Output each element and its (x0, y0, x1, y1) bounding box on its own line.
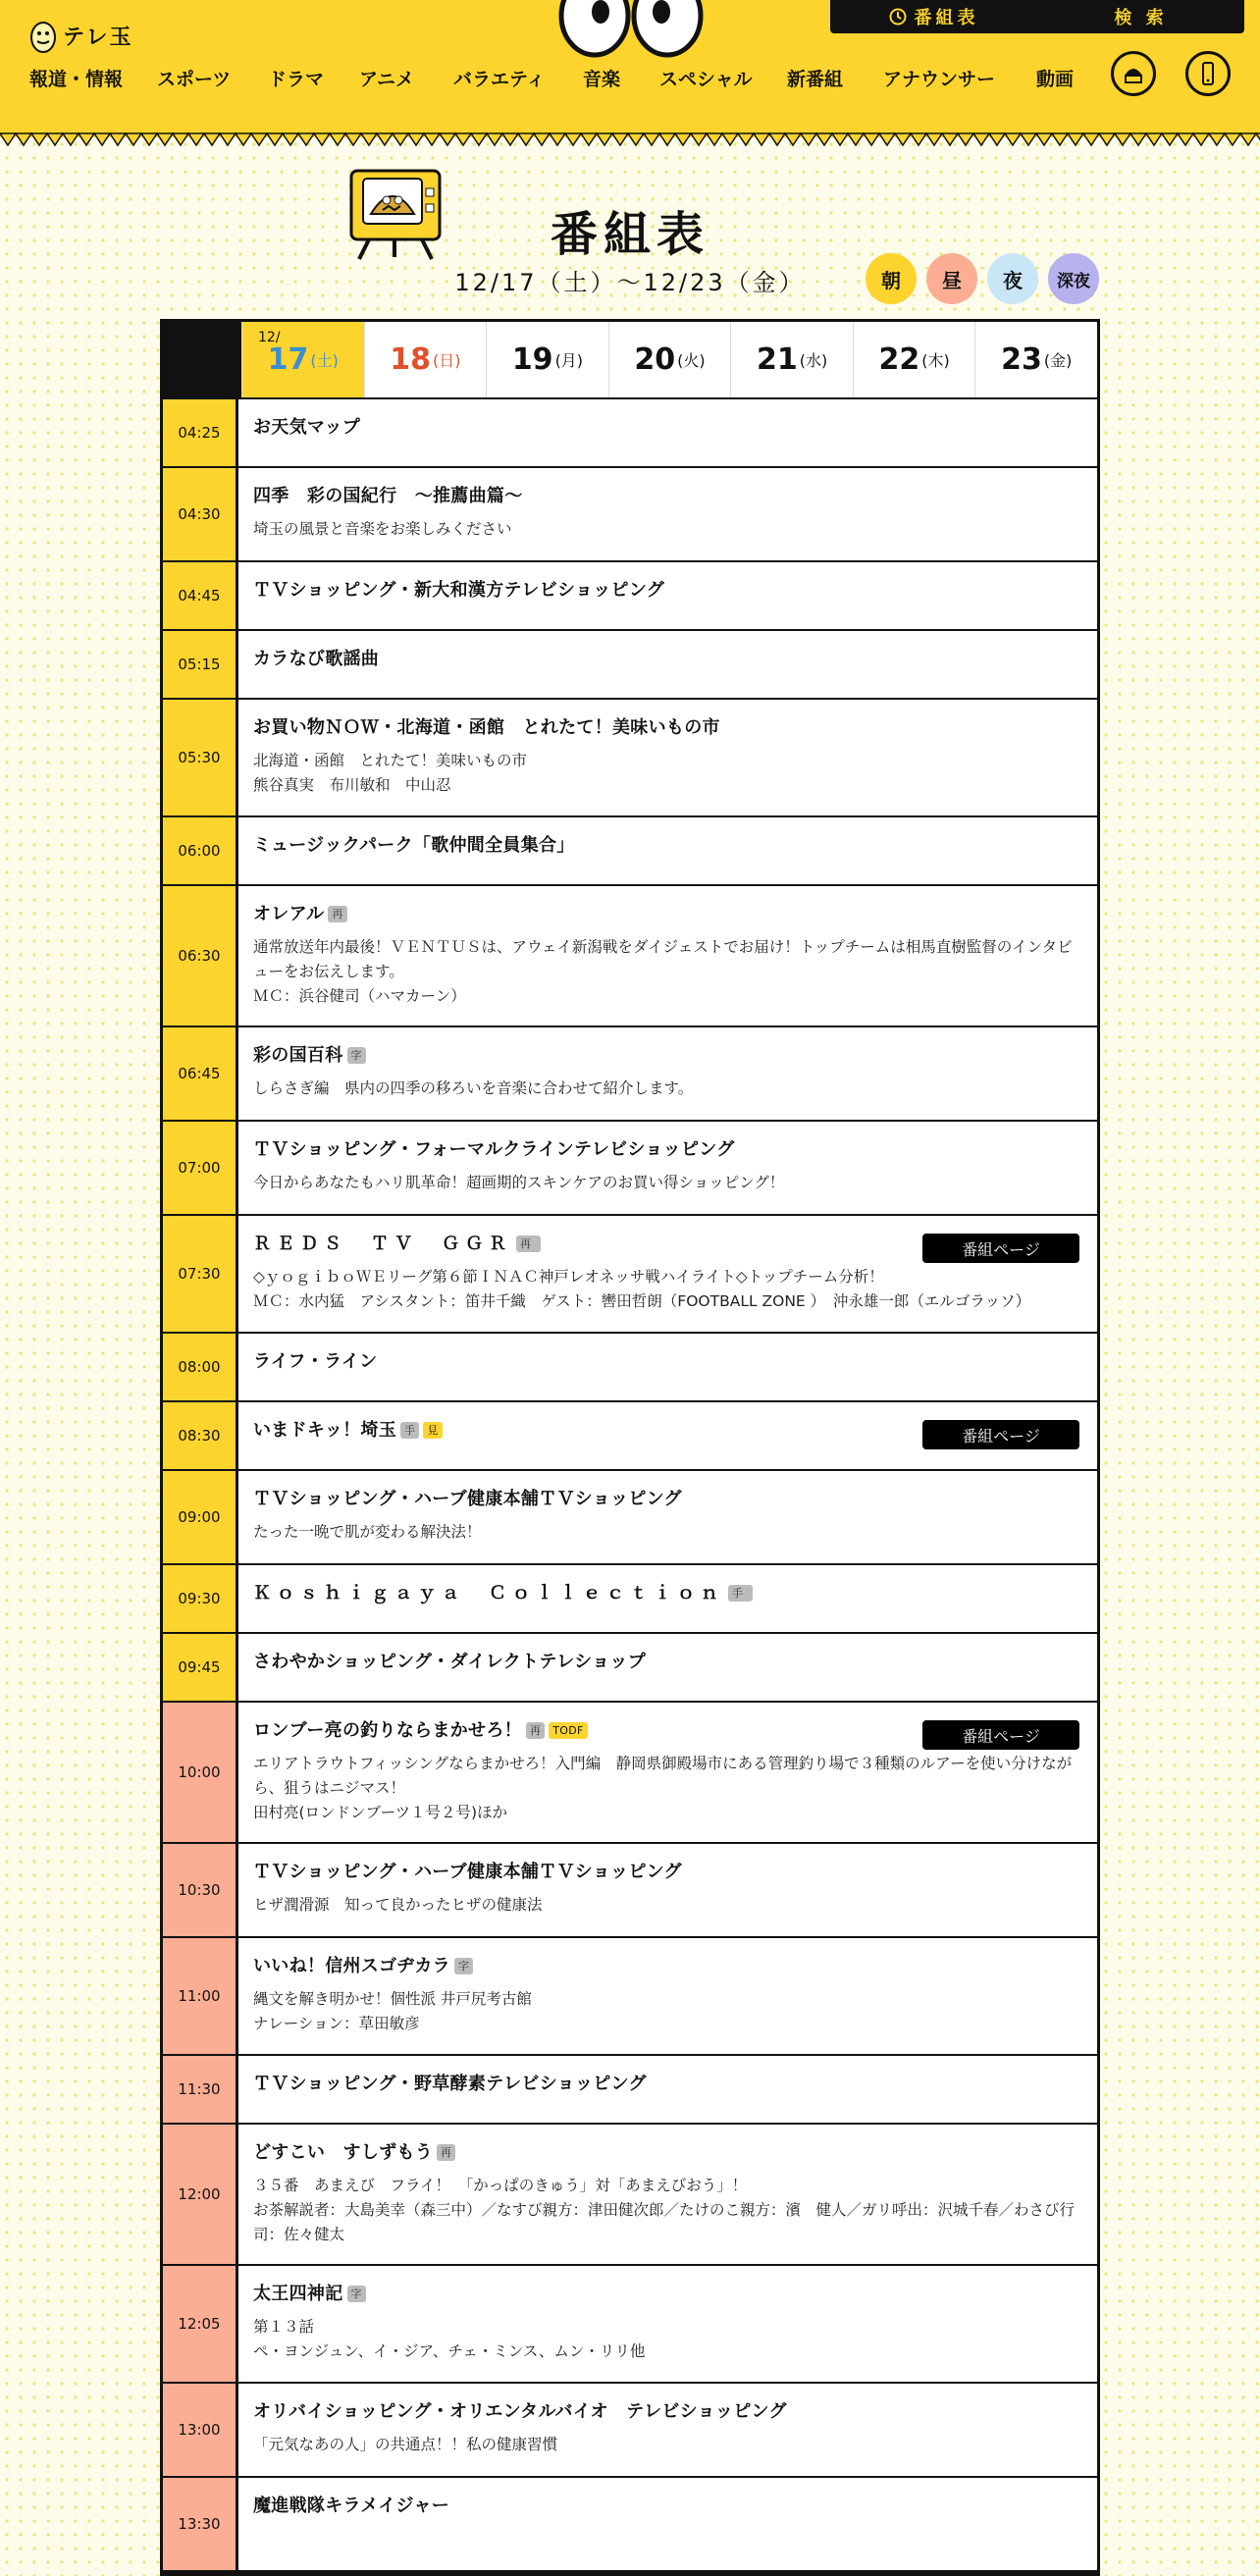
program-row[interactable] (163, 1120, 1097, 1214)
program-description-line: ３５番 あまえび フライ！ 「かっぱのきゅう」対「あまえびおう」！ (253, 2177, 748, 2194)
program-time: 06:00 (163, 817, 238, 884)
program-info (238, 886, 1097, 1025)
program-row[interactable] (163, 2382, 1097, 2476)
program-description-line: 今日からあなたもハリ肌革命！超画期的スキンケアのお買い得ショッピング！ (253, 1174, 785, 1191)
program-description (253, 935, 1079, 1009)
schedule-link[interactable] (830, 4, 1037, 29)
program-time: 09:00 (163, 1471, 238, 1563)
program-badge: 再 (437, 2144, 455, 2161)
program-description (253, 1077, 1079, 1101)
program-info (238, 468, 1097, 560)
program-time: 06:45 (163, 1027, 238, 1120)
program-title[interactable]: さわやかショッピング・ダイレクトテレショップ (253, 1652, 646, 1672)
program-row[interactable] (163, 1214, 1097, 1332)
program-title-line (253, 415, 1079, 441)
program-row[interactable] (163, 1936, 1097, 2054)
nav-item[interactable]: 音楽 (583, 69, 621, 90)
program-time: 07:30 (163, 1216, 238, 1332)
program-title[interactable]: どすこい すしずもう (253, 2142, 433, 2163)
program-title-line (253, 1487, 1079, 1512)
program-row[interactable] (163, 1469, 1097, 1563)
program-title-line (253, 647, 1079, 672)
program-time: 13:00 (163, 2384, 238, 2476)
tamatama-icon-button[interactable] (1111, 51, 1156, 96)
program-title[interactable]: ＴＶショッピング・新大和漢方テレビショッピング (253, 580, 665, 601)
nav-item[interactable]: アニメ (359, 69, 415, 90)
program-title[interactable]: ＴＶショッピング・野草酵素テレビショッピング (253, 2074, 647, 2094)
program-info (238, 1844, 1097, 1936)
nav-item[interactable]: 動画 (1036, 69, 1075, 90)
program-info (238, 631, 1097, 698)
day-tab[interactable] (486, 322, 608, 397)
nav-item[interactable]: 新番組 (787, 69, 844, 90)
program-description-line: ナレーション：草田敏彦 (253, 2015, 420, 2032)
program-title[interactable]: Ｋｏｓｈｉｇａｙａ Ｃｏｌｌｅｃｔｉｏｎ (253, 1583, 724, 1603)
program-title[interactable]: ＴＶショッピング・ハーブ健康本舗ＴＶショッピング (253, 1862, 682, 1882)
program-description (253, 2315, 1079, 2364)
program-row[interactable] (163, 2123, 1097, 2264)
program-info (238, 1216, 1097, 1332)
day-number: 19 (511, 342, 553, 377)
program-row[interactable] (163, 2476, 1097, 2570)
program-description (253, 1171, 1079, 1195)
day-tab[interactable] (241, 322, 364, 397)
program-row[interactable] (163, 397, 1097, 466)
program-title[interactable]: お天気マップ (253, 417, 361, 438)
program-row[interactable] (163, 560, 1097, 629)
program-info (238, 1402, 1097, 1469)
program-title[interactable]: 彩の国百科 (253, 1045, 343, 1066)
program-page-button[interactable]: 番組ページ (922, 1234, 1079, 1263)
program-title-line (253, 1650, 1079, 1675)
day-number: 18 (390, 342, 431, 377)
day-number: 23 (1001, 342, 1042, 377)
program-description-line: お茶解説者：大島美幸（森三中）／なすび親方：津田健次郎／たけのこ親方：濱 健人／ガリ呼出：沢城千春／わさび行司：佐々健太 (253, 2201, 1076, 2243)
top-utility-bar (830, 0, 1244, 33)
day-tab[interactable] (364, 322, 487, 397)
program-description (253, 517, 1079, 542)
program-time: 04:25 (163, 399, 238, 466)
program-row[interactable] (163, 2054, 1097, 2123)
day-tab[interactable] (974, 322, 1097, 397)
program-row[interactable] (163, 466, 1097, 560)
program-badge: 字 (347, 2286, 366, 2302)
program-badge: 再 (328, 906, 346, 922)
day-of-week: (土) (310, 351, 339, 370)
day-tab[interactable] (853, 322, 975, 397)
program-description (253, 1987, 1079, 2036)
day-number: 20 (634, 342, 676, 377)
time-button[interactable]: 夜 (987, 253, 1038, 304)
tamatama-mascot-icon (29, 16, 57, 55)
program-row[interactable] (163, 1842, 1097, 1936)
program-title-line (253, 1860, 1079, 1885)
tamatama-icon (1120, 60, 1147, 87)
main-nav (0, 61, 1260, 94)
program-description (253, 2174, 1079, 2247)
program-time: 06:30 (163, 886, 238, 1025)
time-of-day-buttons (866, 253, 1099, 304)
program-time: 13:30 (163, 2478, 238, 2570)
program-title-line (253, 2494, 1079, 2519)
program-title-line (253, 902, 1079, 927)
program-info (238, 1122, 1097, 1214)
program-description-line: ＭＣ：水内猛 アシスタント：笛井千織 ゲスト：轡田哲朗（FOOTBALL ZONE ） 沖永雄一郎（エルゴラッソ） (253, 1292, 1031, 1310)
day-selector-corner (163, 322, 241, 397)
program-badge: 再 (526, 1722, 545, 1739)
program-description (253, 749, 1079, 798)
page-title: 番組表 (550, 207, 709, 262)
mobile-app-icon-button[interactable] (1185, 51, 1231, 96)
program-description-line: 「元気なあの人」の共通点！！私の健康習慣 (253, 2436, 558, 2453)
program-time: 05:30 (163, 700, 238, 815)
program-page-button[interactable]: 番組ページ (922, 1720, 1079, 1750)
program-list (163, 397, 1097, 2570)
nav-item[interactable]: 報道・情報 (29, 69, 124, 90)
program-title[interactable]: 四季 彩の国紀行 ～推薦曲篇～ (253, 486, 523, 506)
program-time: 05:15 (163, 631, 238, 698)
day-number: 17 (267, 342, 309, 377)
smartphone-icon (1194, 60, 1222, 87)
program-time: 04:30 (163, 468, 238, 560)
program-row[interactable] (163, 815, 1097, 884)
program-info (238, 399, 1097, 466)
program-description (253, 1893, 1079, 1918)
program-title[interactable]: ＴＶショッピング・ハーブ健康本舗ＴＶショッピング (253, 1489, 682, 1509)
day-selector (163, 322, 1097, 397)
program-description (253, 2433, 1079, 2457)
search-link[interactable] (1037, 4, 1244, 29)
program-title-line (253, 1137, 1079, 1163)
schedule-link-label: 番組表 (914, 8, 979, 28)
program-description-line: 第１３話 (253, 2318, 315, 2336)
program-title-line (253, 484, 1079, 509)
program-time: 04:45 (163, 562, 238, 629)
program-info (238, 2125, 1097, 2264)
day-of-week: (火) (677, 351, 706, 370)
program-info (238, 2384, 1097, 2476)
program-time: 12:05 (163, 2266, 238, 2382)
program-info (238, 1334, 1097, 1400)
program-title-line (253, 2399, 1079, 2425)
program-time: 08:30 (163, 1402, 238, 1469)
nav-item[interactable]: バラエティ (453, 69, 546, 90)
program-info (238, 1471, 1097, 1563)
clock-icon (889, 8, 907, 26)
program-title-line (253, 2140, 1079, 2166)
program-title-line (253, 1954, 1079, 1979)
nav-item[interactable]: ドラマ (268, 69, 325, 90)
day-number: 22 (878, 342, 920, 377)
program-time: 09:30 (163, 1565, 238, 1632)
program-description-line: エリアトラウトフィッシングならまかせろ！入門編 静岡県御殿場市にある管理釣り場で３種類のルアーを使い分けながら、狙うはニジマス！ (253, 1755, 1073, 1797)
program-badge: 手 (400, 1422, 419, 1439)
program-title-line (253, 2282, 1079, 2307)
program-time: 07:00 (163, 1122, 238, 1214)
program-description-line: 通常放送年内最後！ＶＥＮＴＵＳは、アウェイ新潟戦をダイジェストでお届け！トップチームは相馬直樹監督のインタビューをお伝えします。 (253, 938, 1073, 980)
program-info (238, 1027, 1097, 1120)
program-time: 08:00 (163, 1334, 238, 1400)
program-time: 10:00 (163, 1703, 238, 1842)
program-info (238, 1938, 1097, 2054)
program-row[interactable] (163, 884, 1097, 1025)
program-info (238, 1565, 1097, 1632)
program-time: 10:30 (163, 1844, 238, 1936)
program-description-line: ＭＣ：浜谷健司（ハマカーン） (253, 987, 466, 1005)
program-row[interactable] (163, 1701, 1097, 1842)
day-tab[interactable] (608, 322, 731, 397)
program-info (238, 2056, 1097, 2123)
program-title-line (253, 1349, 1079, 1375)
program-title[interactable]: カラなび歌謡曲 (253, 649, 380, 669)
program-title-line (253, 715, 1079, 741)
program-title-line (253, 578, 1079, 604)
logo-text: テレ玉 (63, 25, 133, 50)
program-description-line: ヒザ潤滑源 知って良かったヒザの健康法 (253, 1896, 543, 1914)
program-description-line: 埼玉の風景と音楽をお楽しみください (253, 520, 512, 538)
day-of-week: (木) (921, 351, 950, 370)
program-info (238, 562, 1097, 629)
date-range: 12/17（土）〜12/23（金） (454, 269, 806, 296)
program-row[interactable] (163, 1563, 1097, 1632)
program-description-line: 熊谷真実 布川敏和 中山忍 (253, 776, 451, 794)
program-row[interactable] (163, 1025, 1097, 1120)
program-badge: 再 (516, 1235, 541, 1252)
day-of-week: (金) (1043, 351, 1073, 370)
program-row[interactable] (163, 2264, 1097, 2382)
program-title[interactable]: オレアル (253, 904, 325, 924)
program-description (253, 1752, 1079, 1825)
program-badge: 字 (454, 1958, 473, 1974)
program-title[interactable]: ライフ・ライン (253, 1351, 378, 1372)
program-title[interactable]: ＴＶショッピング・フォーマルクラインテレビショッピング (253, 1139, 735, 1160)
search-link-label: 検 索 (1114, 8, 1168, 28)
nav-item[interactable]: アナウンサー (883, 69, 996, 90)
program-title-line (253, 1043, 1079, 1069)
program-time: 09:45 (163, 1634, 238, 1701)
program-info (238, 2478, 1097, 2570)
program-row[interactable] (163, 1332, 1097, 1400)
program-info (238, 1634, 1097, 1701)
program-page-button[interactable]: 番組ページ (922, 1420, 1079, 1449)
nav-item[interactable]: スペシャル (659, 69, 753, 90)
header-zigzag-edge (0, 133, 1260, 147)
program-time: 11:00 (163, 1938, 238, 2054)
program-title[interactable]: 太王四神記 (253, 2284, 343, 2304)
program-title[interactable]: ロンブー亮の釣りならまかせろ！ (253, 1720, 522, 1741)
program-description-line: 北海道・函館 とれたて！美味いもの市 (253, 752, 528, 769)
day-month: 12/ (258, 330, 281, 345)
program-info (238, 817, 1097, 884)
program-description-line: ◇ｙｏｇｉｂｏＷＥリーグ第６節ＩＮＡＣ神戸レオネッサ戦ハイライト◇トップチーム分析！ (253, 1268, 884, 1286)
program-title-line (253, 2072, 1079, 2097)
program-title[interactable]: オリバイショッピング・オリエンタルバイオ テレビショッピング (253, 2401, 787, 2422)
program-title[interactable]: お買い物ＮＯＷ・北海道・函館 とれたて！美味いもの市 (253, 717, 720, 738)
program-row[interactable] (163, 1632, 1097, 1701)
program-description (253, 1265, 1079, 1314)
program-title[interactable]: ミュージックパーク「歌仲間全員集合」 (253, 835, 575, 856)
day-tab[interactable] (730, 322, 853, 397)
site-logo[interactable] (29, 16, 133, 55)
program-info (238, 1703, 1097, 1842)
program-row[interactable] (163, 629, 1097, 698)
program-row[interactable] (163, 698, 1097, 815)
time-button[interactable]: 深夜 (1048, 253, 1099, 304)
program-info (238, 700, 1097, 815)
program-title[interactable]: 魔進戦隊キラメイジャー (253, 2496, 450, 2516)
program-info (238, 2266, 1097, 2382)
day-of-week: (月) (554, 351, 584, 370)
time-button[interactable]: 昼 (926, 253, 977, 304)
program-description-line: ペ・ヨンジュン、イ・ジア、チェ・ミンス、ムン・リリ他 (253, 2342, 646, 2360)
program-title[interactable]: いまドキッ！埼玉 (253, 1420, 397, 1441)
program-description-line: 田村亮(ロンドンブーツ１号２号)ほか (253, 1804, 508, 1821)
program-title[interactable]: いいね！信州スゴヂカラ (253, 1956, 450, 1976)
day-of-week: (日) (432, 351, 461, 370)
program-badge: 見 (423, 1422, 442, 1439)
program-badge: 字 (347, 1047, 366, 1064)
program-description (253, 1520, 1079, 1545)
program-title-line (253, 1581, 1079, 1606)
program-badge: TODF (549, 1722, 587, 1739)
program-description-line: たった一晩で肌が変わる解決法！ (253, 1523, 482, 1541)
program-time: 12:00 (163, 2125, 238, 2264)
site-header (0, 0, 1260, 137)
program-schedule (160, 319, 1100, 2576)
nav-item[interactable]: スポーツ (157, 69, 232, 90)
program-description-line: 縄文を解き明かせ！個性派 井戸尻考古館 (253, 1990, 532, 2008)
mascot-eyes-icon (557, 0, 705, 61)
day-of-week: (水) (799, 351, 828, 370)
program-title-line (253, 833, 1079, 859)
day-number: 21 (756, 342, 798, 377)
time-button[interactable]: 朝 (866, 253, 917, 304)
program-title[interactable]: ＲＥＤＳ ＴＶ ＧＧＲ (253, 1234, 512, 1254)
program-time: 11:30 (163, 2056, 238, 2123)
program-row[interactable] (163, 1400, 1097, 1469)
program-badge: 手 (728, 1585, 753, 1602)
program-description-line: しらさぎ編 県内の四季の移ろいを音楽に合わせて紹介します。 (253, 1079, 694, 1097)
